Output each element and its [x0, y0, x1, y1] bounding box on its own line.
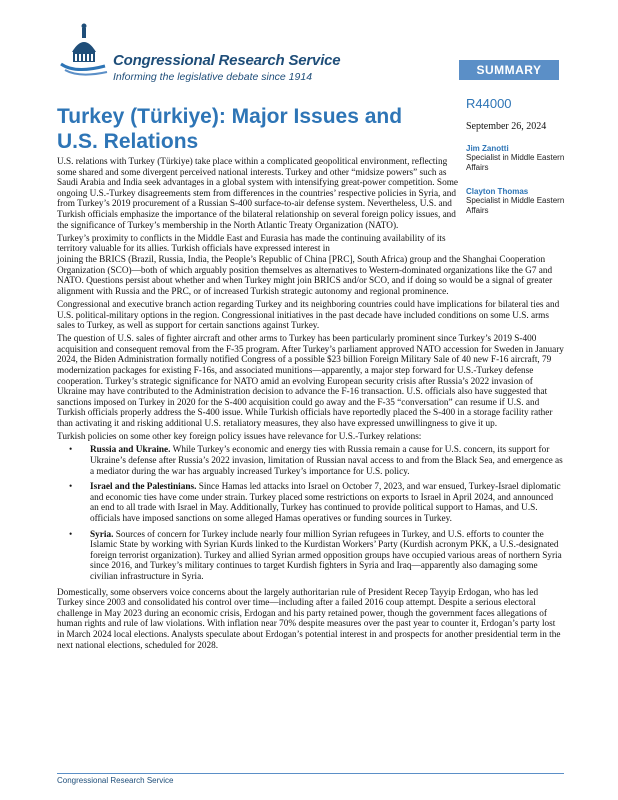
summary-label: SUMMARY [459, 60, 559, 80]
list-item-text: Since Hamas led attacks into Israel on October 7, 2023, and war ensued, Turkey-Israel diplomatic and economic ties have come under strain. Turkey placed some restrictions on exports to Israel in April 2024, and announced an end to all trade with Israel in May. Additionally, Turkey has continued to provide political support to Hamas, and U.S. officials have imposed sanctions on some alleged Hamas operatives or funding sources in Turkey. [90, 482, 561, 524]
paragraph [57, 234, 564, 298]
author-role: Specialist in Middle Eastern Affairs [466, 196, 565, 215]
list-item-heading: Syria. [90, 529, 114, 540]
paragraph-text: joining the BRICS (Brazil, Russia, India, the People’s Republic of China [PRC], South Africa) group and the Shanghai Cooperation Organization (SCO)—both of which arguably position themselves as alternatives to Western-dominated organizations like the G7 and NATO. Questions persist about whether and when Turkey might join BRICS and/or SCO, and if doing so would be a signal of greater alignment with Russia and the PRC, or of increased Turkish strategic autonomy and regional prominence. [57, 254, 553, 297]
list-item [69, 529, 564, 583]
capitol-dome-icon [57, 18, 109, 80]
bullet-icon: • [69, 482, 73, 493]
summary-body [57, 157, 564, 654]
list-item-text: Sources of concern for Turkey include nearly four million Syrian refugees in Turkey, and U.S. efforts to counter the Islamic State by working with Syrian Kurds linked to the Kurdistan Workers’ Party (Kurdish acronym PKK, a U.S.-designated foreign terrorist organization). Turkey and allied Syrian armed opposition groups have occupied various areas of northern Syria since 2016, and Turkey’s military continues to target Kurdish fighters in Syria and Iraq—apparently also damaging some civilian infrastructure in Syria. [90, 529, 562, 582]
list-item [69, 482, 564, 524]
org-tagline: Informing the legislative debate since 1914 [113, 71, 313, 83]
list-item-text: While Turkey’s economic and energy ties with Russia remain a cause for U.S. concern, its support for Ukraine’s defense after Russia’s 2022 invasion, limitation of Russian naval access to and from the Black Sea, and emergence as a mediator during the war has arguably increased Turkey’s importance for U.S. policy. [90, 445, 563, 477]
paragraph: Congressional and executive branch action regarding Turkey and its neighboring countries could have implications for bilateral ties and U.S. political-military options in the region. Congressional initiatives in the past decade have included conditions on some U.S. arms sales to Turkey, as well as support for certain sanctions against Turkey. [57, 299, 560, 332]
list-item [69, 445, 564, 477]
report-number: R44000 [466, 96, 512, 111]
paragraph: The question of U.S. sales of fighter aircraft and other arms to Turkey has been particularly prominent since Turkey’s 2019 S-400 acquisition and consequent removal from the F-35 program. After Turkey’s parliament approved NATO accession for Sweden in January 2024, the Biden Administration formally notified Congress of a possible $23 billion Foreign Military Sale of 40 new F-16 aircraft, 79 modernization packages for existing F-16s, and associated munitions—apparently, a major step forward for U.S.-Turkey defense cooperation. Turkey’s strategic significance for NATO amid an evolving European security crisis after Russia’s 2022 invasion of Ukraine may have contributed to the Administration decision to advance the F-16 transaction. U.S. officials also have suggested that sanctions imposed on Turkey in 2020 for the S-400 acquisition could go away and the F-35 “conversation” can resume if U.S. and Turkish officials properly address the S-400 issue. While Turkish officials have reportedly placed the S-400 in a storage facility rather than activating it and risking additional U.S. retaliatory measures, they also have expressed unwillingness to give it up. [57, 334, 564, 430]
paragraph: Turkish policies on some other key foreign policy issues have relevance for U.S.-Turkey relations: [57, 432, 422, 443]
author-name: Clayton Thomas [466, 187, 529, 196]
footer-divider [57, 773, 564, 774]
paragraph: U.S. relations with Turkey (Türkiye) take place within a complicated geopolitical environment, reflecting some shared and some divergent perceived national interests. Turkey and other “midsize powers” such as Saudi Arabia and India seek advantages in a global system with intensifying great-power competition. Some ongoing U.S.-Turkey disagreements stem from differences in the countries’ respective policies in Syria, and from Turkey’s 2019 procurement of a Russian S-400 surface-to-air defense system. Nevertheless, U.S. and Turkish officials emphasize the importance of the bilateral relationship on several foreign policy issues, and the significance of Turkey’s membership in the North Atlantic Treaty Organization (NATO). [57, 157, 458, 231]
footer-text: Congressional Research Service [57, 776, 174, 785]
author-role: Specialist in Middle Eastern Affairs [466, 153, 565, 172]
list-item-heading: Israel and the Palestinians. [90, 482, 197, 493]
crs-logo [57, 18, 341, 83]
paragraph-text: Turkey’s proximity to conflicts in the Middle East and Eurasia has made the continuing availability of its territory valuable for its allies. Turkish officials have expressed interest in [57, 233, 446, 255]
org-name: Congressional Research Service [113, 52, 341, 69]
paragraph: Domestically, some observers voice concerns about the largely authoritarian rule of President Recep Tayyip Erdogan, who has led Turkey since 2003 and consolidated his control over time—including after a failed 2016 coup attempt. Despite a serious electoral challenge in May 2023 during an economic crisis, Erdogan and his party retained power, though the government faces allegations of human rights and rule of law violations. With inflation near 70% despite measures over the past year to counter it, Erdogan’s party lost in March 2024 local elections. Analysts speculate about Erdogan’s potential interest in and prospects for another presidential term in the next national elections, scheduled for 2028. [57, 587, 561, 651]
report-date: September 26, 2024 [466, 121, 547, 132]
report-title: Turkey (Türkiye): Major Issues and U.S. Relations [57, 105, 403, 153]
issue-list [57, 445, 564, 582]
bullet-icon: • [69, 529, 73, 540]
author-name: Jim Zanotti [466, 144, 509, 153]
list-item-heading: Russia and Ukraine. [90, 445, 171, 456]
bullet-icon: • [69, 445, 73, 456]
